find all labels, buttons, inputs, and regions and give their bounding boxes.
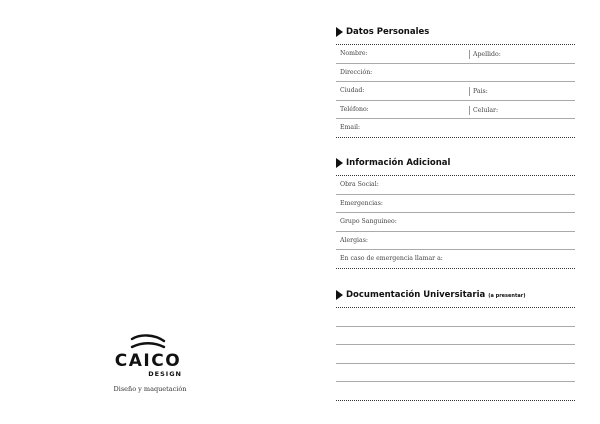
field-ciudad-pais xyxy=(336,82,575,101)
triangle-bullet-icon xyxy=(336,27,343,37)
blank-line[interactable] xyxy=(336,382,575,400)
triangle-bullet-icon xyxy=(336,290,343,300)
field-emergencias[interactable]: Emergencias: xyxy=(340,199,384,207)
blank-line[interactable] xyxy=(336,364,575,383)
caico-logo xyxy=(100,334,196,378)
blank-line[interactable] xyxy=(336,327,575,346)
section-title: Documentación Universitaria (a presentar) xyxy=(336,289,575,301)
section-informacion-adicional xyxy=(336,157,575,269)
field-direccion[interactable]: Dirección: xyxy=(340,68,373,76)
section-documentacion-universitaria xyxy=(336,289,575,401)
field-telefono-celular xyxy=(336,101,575,120)
field-telefono[interactable]: Teléfono: xyxy=(340,105,369,113)
dotted-divider xyxy=(336,400,575,401)
field-emergency-contact[interactable]: En caso de emergencia llamar a: xyxy=(340,255,443,263)
section-datos-personales xyxy=(336,26,575,138)
field-email[interactable]: Email: xyxy=(340,124,361,132)
section-title: Datos Personales xyxy=(336,26,575,38)
field-obra-social[interactable]: Obra Social: xyxy=(340,181,379,189)
dotted-divider xyxy=(336,137,575,138)
field-celular[interactable]: Celular: xyxy=(469,106,498,115)
field-nombre[interactable]: Nombre: xyxy=(340,50,368,58)
dotted-divider xyxy=(336,268,575,269)
wave-logo-icon xyxy=(128,334,168,350)
section-note: (a presentar) xyxy=(488,293,526,299)
field-alergias-row xyxy=(336,232,575,251)
design-credit: Diseño y maquetación xyxy=(113,385,187,393)
logo-subtitle: DESIGN xyxy=(148,370,182,378)
logo-name: CAICO xyxy=(114,351,182,371)
field-pais[interactable]: Pais: xyxy=(469,87,488,96)
field-grupo-sanguineo-row xyxy=(336,213,575,232)
field-ciudad[interactable]: Ciudad: xyxy=(340,87,365,95)
triangle-bullet-icon xyxy=(336,158,343,168)
field-alergias[interactable]: Alergias: xyxy=(340,236,368,244)
section-title: Información Adicional xyxy=(336,157,575,169)
blank-line[interactable] xyxy=(336,345,575,364)
field-emergencias-row xyxy=(336,195,575,214)
blank-line[interactable] xyxy=(336,308,575,327)
field-grupo-sanguineo[interactable]: Grupo Sanguineo: xyxy=(340,218,397,226)
field-direccion-row xyxy=(336,64,575,83)
field-apellido[interactable]: Apellido: xyxy=(469,50,501,59)
field-email-row xyxy=(336,119,575,137)
field-emergency-contact-row xyxy=(336,250,575,268)
field-obra-social-row xyxy=(336,176,575,195)
field-nombre-apellido xyxy=(336,45,575,64)
